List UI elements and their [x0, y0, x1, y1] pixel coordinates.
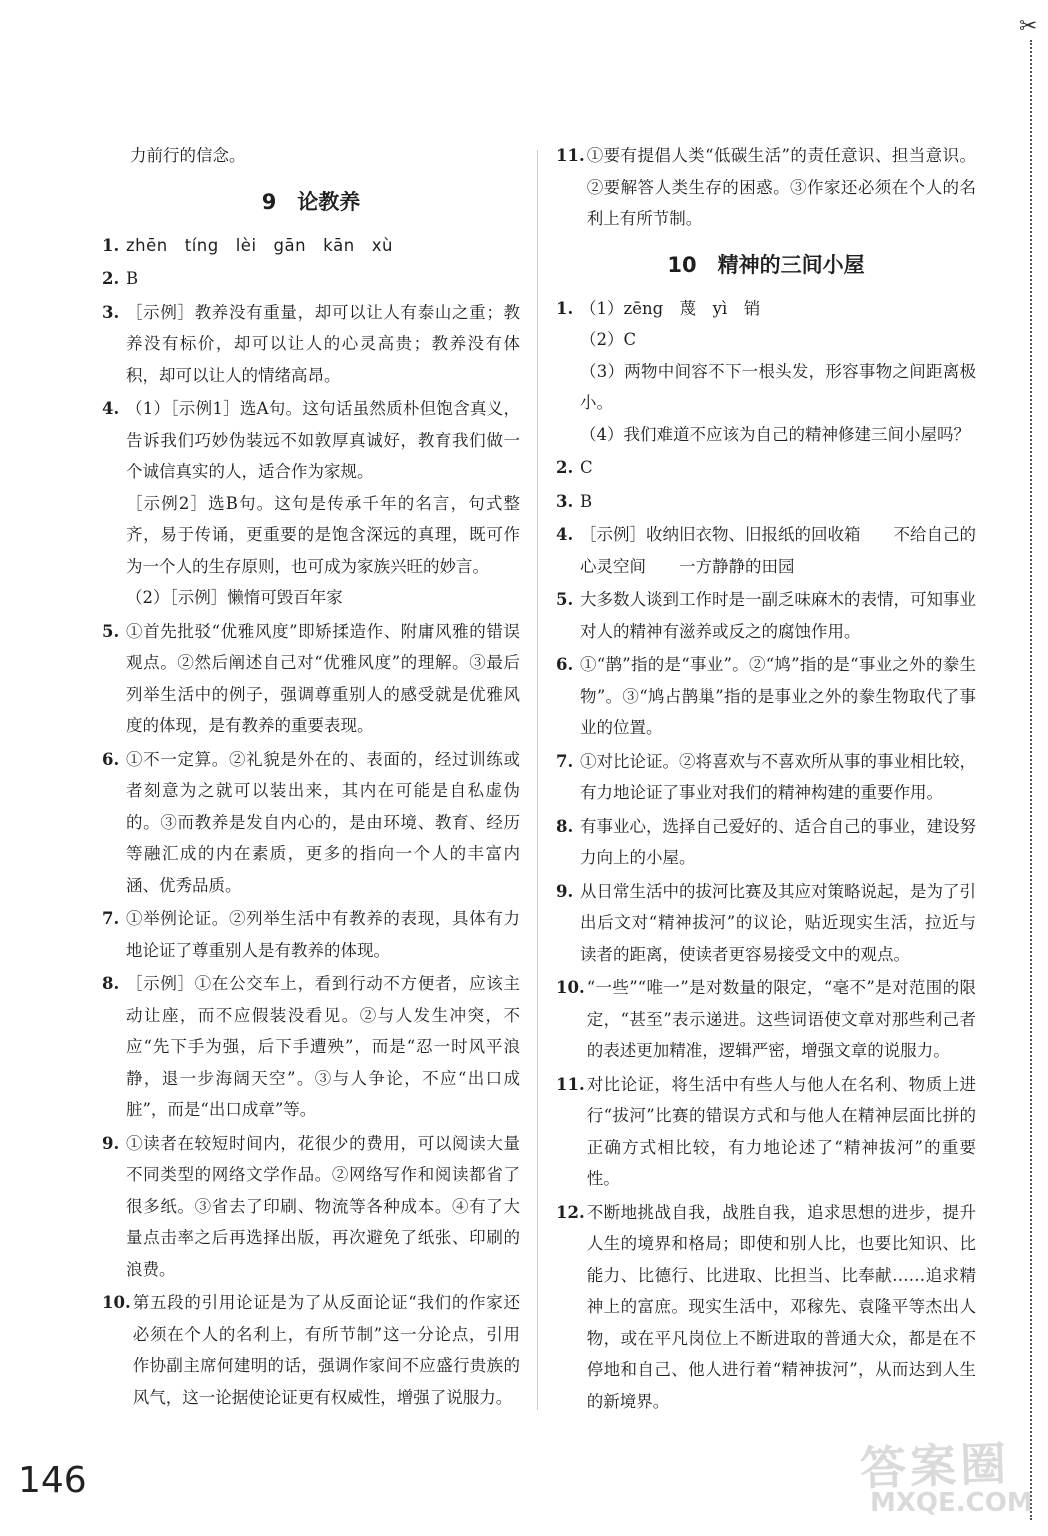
- item-number: 11.: [556, 146, 585, 165]
- item-number: 7.: [556, 751, 574, 771]
- item-number: 6.: [102, 749, 120, 769]
- item-number: 2.: [102, 269, 120, 288]
- item-number: 10.: [102, 1293, 131, 1312]
- item-number: 8.: [556, 816, 574, 836]
- watermark-url: MXQE.COM: [870, 1488, 1033, 1518]
- right-column: [556, 140, 976, 1419]
- section-title-9: 9 论教养: [261, 189, 361, 214]
- item-text: 不断地挑战自我，战胜自我，追求思想的进步，提升人生的境界和格局；即使和别人比，也要比知识、比能力、比德行、比进取、比担当、比奉献……追求精神上的富庶。现实生活中，邓稼先、袁隆平等杰出人物，或在平凡岗位上不断进取的普通大众，都是在不停地和自己、他人进行着“精神拔河”，从而达到人生的新境界。: [586, 1202, 976, 1411]
- item-sub: （3）两物中间容不下一根头发，形容事物之间距离极小。: [580, 361, 976, 412]
- item-sub: （2）C: [580, 330, 637, 349]
- answer-item: [556, 486, 976, 518]
- item-text: C: [580, 458, 593, 477]
- item-text: （1）zēng 蔑 yì 销: [580, 298, 761, 318]
- answer-item: [556, 519, 976, 582]
- answer-item: [556, 293, 976, 451]
- item-text: （1）［示例1］选A句。这句话虽然质朴但饱含真义，告诉我们巧妙伪装远不如敦厚真诚好，教育我们做一个诚信真实的人，适合作为家规。: [126, 399, 520, 481]
- item-text: ［示例］教养没有重量，却可以让人有泰山之重；教养没有标价，却可以让人的心灵高贵；教养没有体积，却可以让人的情绪高昂。: [126, 302, 520, 385]
- answer-item: [556, 1069, 976, 1195]
- item-text: ①不一定算。②礼貌是外在的、表面的，经过训练或者刻意为之就可以装出来，其内在可能是自私虚伪的。③而教养是发自内心的，是由环境、教育、经历等融汇成的内在素质，更多的指向一个人的丰富内涵、优秀品质。: [126, 749, 520, 895]
- answer-item: [556, 452, 976, 484]
- item-text: zhēn tíng lèi gān kān xù: [126, 235, 393, 255]
- item-number: 5.: [556, 590, 574, 609]
- watermark-logo: 答案圈: [859, 1436, 1012, 1496]
- answer-item: [556, 1197, 976, 1418]
- item-text-extra: （2）［示例］懒惰可毁百年家: [126, 588, 343, 607]
- item-number: 11.: [556, 1074, 585, 1094]
- answer-item: [556, 972, 976, 1067]
- item-text: ①要有提倡人类“低碳生活”的责任意识、担当意识。②要解答人类生存的困惑。③作家还必须在个人的名利上有所节制。: [586, 146, 976, 228]
- answer-item: [102, 393, 520, 614]
- item-number: 1.: [102, 235, 120, 255]
- item-text: B: [580, 491, 593, 511]
- answer-item: [102, 744, 520, 902]
- answer-item: [556, 746, 976, 809]
- answer-item: [102, 263, 520, 295]
- item-text: 从日常生活中的拔河比赛及其应对策略说起，是为了引出后文对“精神拔河”的议论，贴近现实生活，拉近与读者的距离，使读者更容易接受文中的观点。: [580, 881, 976, 964]
- item-text: 对比论证，将生活中有些人与他人在名利、物质上进行“拔河”比赛的错误方式和与他人在精神层面比拼的正确方式相比较，有力地论述了“精神拔河”的重要性。: [586, 1074, 976, 1188]
- section-title-10: 10 精神的三间小屋: [667, 252, 865, 277]
- item-text: ①“鹊”指的是“事业”。②“鸠”指的是“事业之外的豢生物”。③“鸠占鹊巢”指的是事业之外的豢生物取代了事业的位置。: [580, 655, 976, 737]
- item-number: 3.: [102, 302, 120, 322]
- item-text: ［示例］收纳旧衣物、旧报纸的回收箱 不给自己的心灵空间 一方静静的田园: [580, 525, 976, 576]
- item-number: 12.: [556, 1202, 585, 1222]
- answer-item: [556, 140, 976, 235]
- cut-line: [1030, 40, 1032, 1520]
- item-text: ①首先批驳“优雅风度”即矫揉造作、附庸风雅的错误观点。②然后阐述自己对“优雅风度”的理解。③最后列举生活中的例子，强调尊重别人的感受就是优雅风度的体现，是有教养的重要表现。: [126, 621, 520, 735]
- item-text: ①对比论证。②将喜欢与不喜欢所从事的事业相比较，有力地论证了事业对我们的精神构建的重要作用。: [580, 751, 976, 802]
- item-text: 有事业心，选择自己爱好的、适合自己的事业，建设努力向上的小屋。: [580, 816, 976, 867]
- continued-text: 力前行的信念。: [130, 146, 246, 165]
- answer-item: [102, 903, 520, 966]
- item-number: 8.: [102, 974, 120, 993]
- item-text: ［示例］①在公交车上，看到行动不方便者，应该主动让座，而不应假装没看见。②与人发生冲突，不应“先下手为强，后下手遭殃”，而是“忍一时风平浪静，退一步海阔天空”。③与人争论，不应“出口成脏”，而是“出口成章”等。: [126, 974, 520, 1119]
- left-column: [102, 140, 520, 1415]
- answer-item: [102, 1287, 520, 1413]
- answer-item: [102, 616, 520, 742]
- page-number: 146: [18, 1460, 87, 1501]
- item-number: 9.: [556, 881, 574, 901]
- item-number: 4.: [102, 399, 120, 418]
- item-number: 6.: [556, 655, 574, 674]
- item-text: ①举例论证。②列举生活中有教养的表现，具体有力地论证了尊重别人是有教养的体现。: [126, 909, 520, 960]
- item-number: 7.: [102, 909, 120, 928]
- answer-item: [556, 811, 976, 874]
- answer-item: [556, 584, 976, 647]
- item-number: 5.: [102, 621, 120, 641]
- item-number: 9.: [102, 1133, 120, 1153]
- answer-item: [102, 1128, 520, 1286]
- answer-item: [556, 649, 976, 744]
- item-sub: （4）我们难道不应该为自己的精神修建三间小屋吗？: [580, 424, 970, 444]
- item-text: 大多数人谈到工作时是一副乏味麻木的表情，可知事业对人的精神有滋养或反之的腐蚀作用。: [580, 590, 976, 641]
- item-number: 10.: [556, 978, 585, 997]
- item-number: 1.: [556, 298, 574, 318]
- item-text: “一些”“唯一”是对数量的限定，“毫不”是对范围的限定，“甚至”表示递进。这些词语使文章对那些利己者的表述更加精准，逻辑严密，增强文章的说服力。: [586, 978, 976, 1060]
- answer-item: [102, 297, 520, 392]
- scissors-icon: ✂: [1019, 14, 1038, 39]
- answer-item: [102, 968, 520, 1126]
- item-number: 4.: [556, 525, 574, 544]
- column-divider: [537, 150, 538, 1410]
- item-text: B: [126, 269, 139, 288]
- item-number: 3.: [556, 491, 574, 511]
- item-text-extra: ［示例2］选B句。这句是传承千年的名言，句式整齐，易于传诵，更重要的是饱含深远的真理，既可作为一个人的生存原则，也可成为家族兴旺的妙言。: [126, 493, 520, 576]
- answer-item: [102, 230, 520, 262]
- item-number: 2.: [556, 458, 574, 477]
- item-text: ①读者在较短时间内，花很少的费用，可以阅读大量不同类型的网络文学作品。②网络写作和阅读都省了很多纸。③省去了印刷、物流等各种成本。④有了大量点击率之后再选择出版，再次避免了纸张、印刷的浪费。: [126, 1133, 520, 1279]
- answer-item: [556, 876, 976, 971]
- item-text: 第五段的引用论证是为了从反面论证“我们的作家还必须在个人的名利上，有所节制”这一分论点，引用作协副主席何建明的话，强调作家间不应盛行贵族的风气，这一论据使论证更有权威性，增强了说服力。: [132, 1293, 520, 1407]
